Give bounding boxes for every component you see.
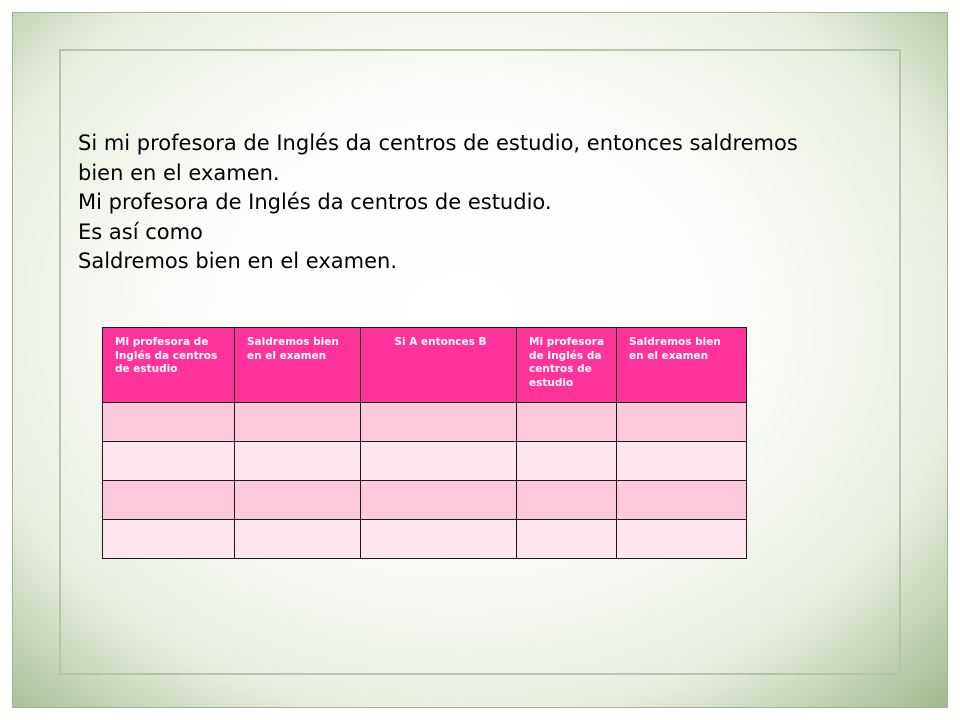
table-cell[interactable] xyxy=(235,481,361,520)
table-cell[interactable] xyxy=(517,481,617,520)
table-cell[interactable] xyxy=(235,442,361,481)
header-result-b: Saldremos bien en el examen xyxy=(235,328,361,403)
table-row xyxy=(103,442,747,481)
premise-line-2: bien en el examen. xyxy=(78,160,280,185)
table-cell[interactable] xyxy=(361,481,517,520)
conclusion-connector: Es así como xyxy=(78,219,203,244)
table-cell[interactable] xyxy=(361,442,517,481)
table-cell[interactable] xyxy=(361,520,517,559)
table-cell[interactable] xyxy=(617,481,747,520)
table-cell[interactable] xyxy=(103,403,235,442)
header-premise-a-repeat: Mi profesora de Inglés da centros de estudio xyxy=(517,328,617,403)
premise-line-1: Si mi profesora de Inglés da centros de estudio, entonces saldremos xyxy=(78,131,798,155)
table-cell[interactable] xyxy=(517,520,617,559)
table-cell[interactable] xyxy=(617,520,747,559)
conclusion-line: Saldremos bien en el examen. xyxy=(78,249,397,273)
argument-text xyxy=(78,129,878,277)
header-premise-a: Mi profesora de Inglés da centros de estudio xyxy=(103,328,235,403)
truth-table xyxy=(102,327,747,559)
table-cell[interactable] xyxy=(517,442,617,481)
table-cell[interactable] xyxy=(617,403,747,442)
header-result-b-repeat: Saldremos bien en el examen xyxy=(617,328,747,403)
truth-table-header-row xyxy=(103,328,747,403)
table-cell[interactable] xyxy=(103,481,235,520)
premise-line-3: Mi profesora de Inglés da centros de estudio. xyxy=(78,190,552,214)
header-conditional: Si A entonces B xyxy=(361,328,517,403)
table-cell[interactable] xyxy=(235,403,361,442)
table-row xyxy=(103,481,747,520)
table-cell[interactable] xyxy=(103,442,235,481)
table-cell[interactable] xyxy=(103,520,235,559)
table-cell[interactable] xyxy=(361,403,517,442)
table-row xyxy=(103,403,747,442)
table-row xyxy=(103,520,747,559)
table-cell[interactable] xyxy=(617,442,747,481)
table-cell[interactable] xyxy=(517,403,617,442)
table-cell[interactable] xyxy=(235,520,361,559)
